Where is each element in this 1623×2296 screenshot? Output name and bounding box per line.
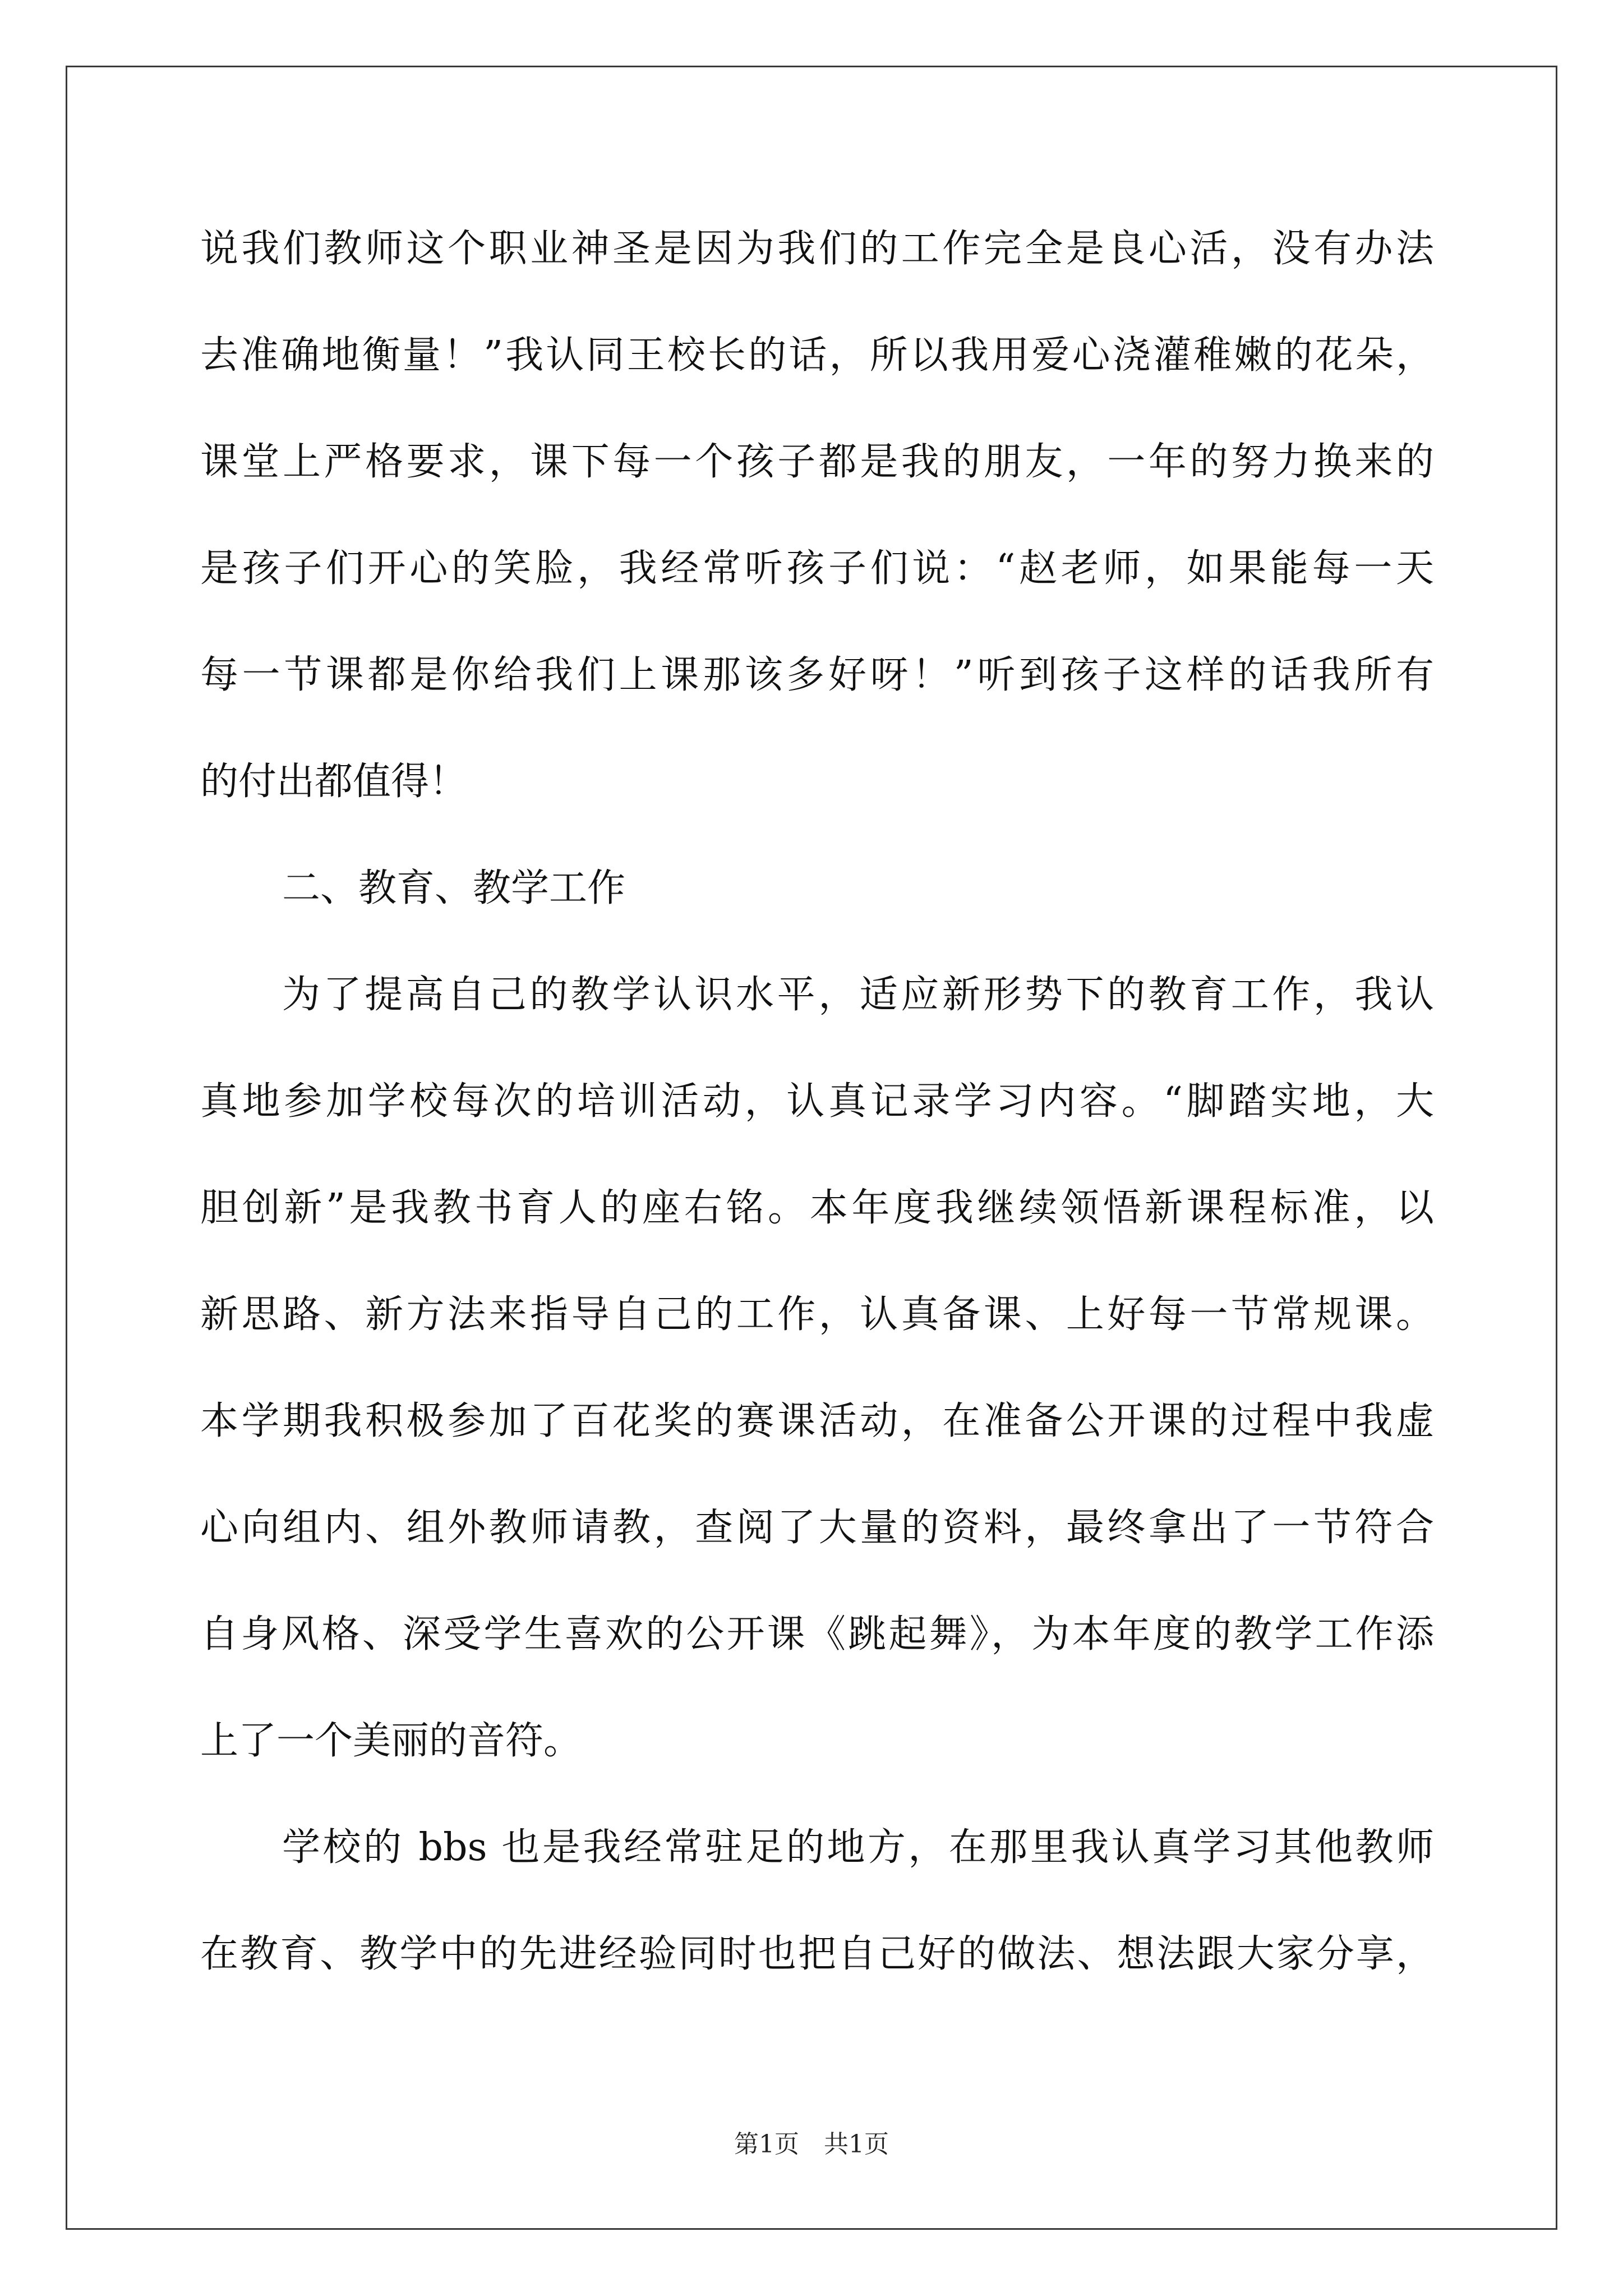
text-line: 去准确地衡量！”我认同王校长的话，所以我用爱心浇灌稚嫩的花朵， xyxy=(200,333,1434,378)
text-line: 学校的 bbs 也是我经常驻足的地方，在那里我认真学习其他教师 xyxy=(282,1825,1434,1870)
paragraph-continued xyxy=(200,196,1434,835)
text-line: 是孩子们开心的笑脸，我经常听孩子们说：“赵老师，如果能每一天 xyxy=(200,546,1434,591)
text-line: 新思路、新方法来指导自己的工作，认真备课、上好每一节常规课。 xyxy=(200,1292,1434,1337)
text-line: 本学期我积极参加了百花奖的赛课活动，在准备公开课的过程中我虚 xyxy=(200,1399,1434,1443)
section-heading xyxy=(200,835,1434,942)
text-line: 上了一个美丽的音符。 xyxy=(200,1719,582,1763)
text-line: 说我们教师这个职业神圣是因为我们的工作完全是良心活，没有办法 xyxy=(200,227,1434,271)
document-body xyxy=(200,196,1434,2008)
page-footer: 第1页 共1页 xyxy=(734,2130,889,2159)
text-line: 的付出都值得！ xyxy=(200,760,468,804)
text-line: 每一节课都是你给我们上课那该多好呀！”听到孩子这样的话我所有 xyxy=(200,653,1434,697)
text-line: 为了提高自己的教学认识水平，适应新形势下的教育工作，我认 xyxy=(282,973,1434,1017)
text-line: 胆创新”是我教书育人的座右铭。本年度我继续领悟新课程标准，以 xyxy=(200,1186,1434,1230)
text-line: 自身风格、深受学生喜欢的公开课《跳起舞》，为本年度的教学工作添 xyxy=(200,1612,1434,1657)
paragraph-teaching-work xyxy=(200,942,1434,1795)
paragraph-bbs xyxy=(200,1795,1434,2008)
text-line: 心向组内、组外教师请教，查阅了大量的资料，最终拿出了一节符合 xyxy=(200,1506,1434,1550)
text-line: 真地参加学校每次的培训活动，认真记录学习内容。“脚踏实地，大 xyxy=(200,1079,1434,1124)
text-line: 在教育、教学中的先进经验同时也把自己好的做法、想法跟大家分享， xyxy=(200,1932,1434,1976)
text-line: 二、教育、教学工作 xyxy=(282,866,626,910)
text-line: 课堂上严格要求，课下每一个孩子都是我的朋友，一年的努力换来的 xyxy=(200,440,1434,484)
